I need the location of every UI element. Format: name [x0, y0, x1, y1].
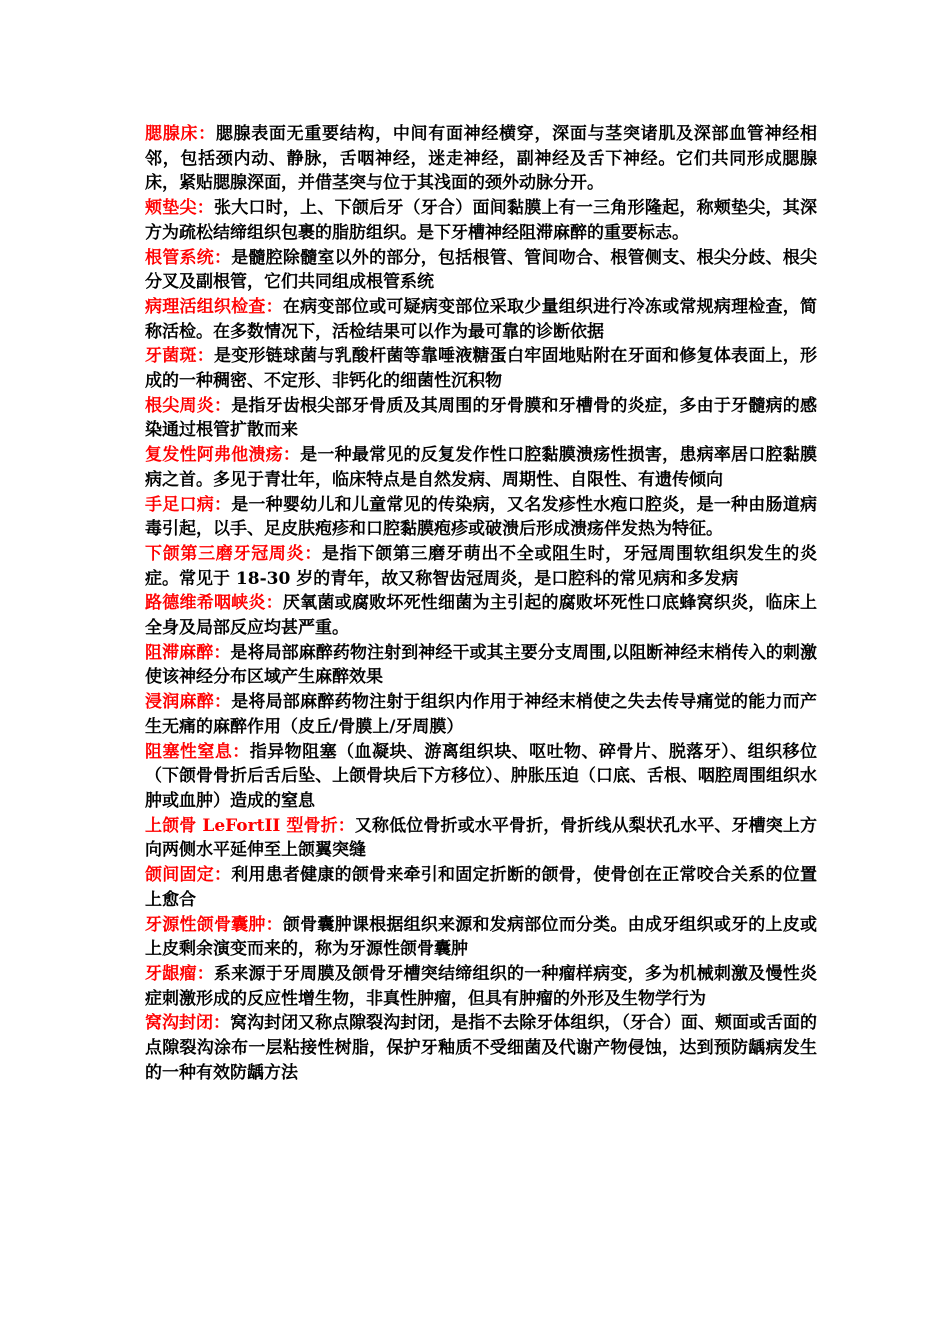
- entry-definition: 腮腺表面无重要结构，中间有面神经横穿，深面与茎突诸肌及深部血管神经相邻，包括颈内动、静脉，舌咽神经，迷走神经，副神经及舌下神经。它们共同形成腮腺床，紧贴腮腺深面，并借茎突与位于其浅面的颈外动脉分开。: [145, 124, 818, 194]
- glossary-entry: [145, 641, 817, 690]
- entry-term: 阻滞麻醉：: [145, 642, 231, 663]
- glossary-entry: [145, 740, 817, 814]
- entry-term: 浸润麻醉：: [145, 692, 232, 713]
- entry-definition: 窝沟封闭又称点隙裂沟封闭，是指不去除牙体组织，（牙合）面、颊面或舌面的点隙裂沟涂布一层粘接性树脂，保护牙釉质不受细菌及代谢产物侵蚀，达到预防龋病发生的一种有效防龋方法: [145, 1013, 818, 1083]
- entry-term: 颊垫尖：: [145, 198, 214, 219]
- glossary-entry: [145, 962, 817, 1011]
- glossary-entry: [145, 814, 817, 863]
- entry-definition: 指异物阻塞（血凝块、游离组织块、呕吐物、碎骨片、脱落牙）、组织移位（下颌骨骨折后舌后坠、上颌骨块后下方移位）、肿胀压迫（口底、舌根、咽腔周围组织水肿或血肿）造成的窒息: [145, 741, 818, 811]
- entry-definition: 利用患者健康的颌骨来牵引和固定折断的颌骨，使骨创在正常咬合关系的位置上愈合: [145, 865, 818, 910]
- entry-definition: 颌骨囊肿课根据组织来源和发病部位而分类。由成牙组织或牙的上皮或上皮剩余演变而来的，称为牙源性颌骨囊肿: [145, 914, 818, 960]
- entry-definition: 张大口时，上、下颌后牙（牙合）面间黏膜上有一三角形隆起，称颊垫尖，其深方为疏松结缔组织包裹的脂肪组织。是下牙槽神经阻滞麻醉的重要标志。: [145, 198, 818, 243]
- entry-term: 牙菌斑：: [145, 346, 214, 367]
- entry-term: 窝沟封闭：: [145, 1013, 231, 1034]
- glossary-entry: [145, 295, 817, 344]
- glossary-entry: [145, 394, 817, 443]
- glossary-entry: [145, 1011, 817, 1085]
- glossary-entry: [145, 542, 817, 591]
- entry-term: 根管系统：: [145, 247, 232, 268]
- entry-definition: 是髓腔除髓室以外的部分，包括根管、管间吻合、根管侧支、根尖分歧、根尖分叉及副根管，它们共同组成根管系统: [145, 247, 818, 293]
- entry-term: 上颌骨 LeFortII 型骨折：: [145, 815, 355, 836]
- entry-definition: 厌氧菌或腐败坏死性细菌为主引起的腐败坏死性口底蜂窝织炎，临床上全身及局部反应均甚严重。: [145, 593, 818, 639]
- glossary-entry: [145, 443, 817, 492]
- entry-term: 下颌第三磨牙冠周炎：: [145, 543, 323, 564]
- glossary-entry: [145, 122, 817, 196]
- entry-term: 颌间固定：: [145, 865, 232, 886]
- entry-term: 腮腺床：: [145, 124, 216, 144]
- entry-definition: 是将局部麻醉药物注射于组织内作用于神经末梢使之失去传导痛觉的能力而产生无痛的麻醉作用（皮丘/骨膜上/牙周膜）: [145, 692, 818, 737]
- entry-definition: 是将局部麻醉药物注射到神经干或其主要分支周围,以阻断神经末梢传入的刺激使该神经分布区域产生麻醉效果: [145, 642, 818, 688]
- entry-definition: 在病变部位或可疑病变部位采取少量组织进行冷冻或常规病理检查，简称活检。在多数情况下，活检结果可以作为最可靠的诊断依据: [145, 296, 818, 342]
- entry-definition: 是指下颌第三磨牙萌出不全或阻生时，牙冠周围软组织发生的炎症。常见于 18-30 岁的青年，故又称智齿冠周炎，是口腔科的常见病和多发病: [145, 543, 818, 589]
- entry-term: 牙源性颌骨囊肿：: [145, 914, 283, 935]
- entry-term: 阻塞性窒息：: [145, 741, 250, 762]
- document-page: [145, 122, 817, 1085]
- glossary-entry: [145, 344, 817, 393]
- entry-definition: 是指牙齿根尖部牙骨质及其周围的牙骨膜和牙槽骨的炎症，多由于牙髓病的感染通过根管扩散而来: [145, 395, 818, 441]
- entry-term: 根尖周炎：: [145, 395, 232, 416]
- entry-term: 病理活组织检查：: [145, 296, 283, 317]
- entry-definition: 系来源于牙周膜及颌骨牙槽突结缔组织的一种瘤样病变，多为机械刺激及慢性炎症刺激形成的反应性增生物，非真性肿瘤，但具有肿瘤的外形及生物学行为: [145, 963, 818, 1009]
- glossary-entry: [145, 863, 817, 912]
- glossary-entry: [145, 493, 817, 542]
- entry-definition: 又称低位骨折或水平骨折，骨折线从梨状孔水平、牙槽突上方向两侧水平延伸至上颌翼突缝: [145, 815, 817, 861]
- entry-definition: 是一种最常见的反复发作性口腔黏膜溃疡性损害，患病率居口腔黏膜病之首。多见于青壮年，临床特点是自然发病、周期性、自限性、有遗传倾向: [145, 445, 818, 490]
- entry-term: 复发性阿弗他溃疡：: [145, 445, 301, 466]
- entry-term: 路德维希咽峡炎：: [145, 593, 283, 614]
- glossary-entry: [145, 196, 817, 245]
- entry-definition: 是一种婴幼儿和儿童常见的传染病，又名发疹性水疱口腔炎，是一种由肠道病毒引起，以手、足皮肤疱疹和口腔黏膜疱疹或破溃后形成溃疡伴发热为特征。: [145, 494, 818, 540]
- entry-term: 手足口病：: [145, 494, 232, 515]
- glossary-entry: [145, 591, 817, 640]
- glossary-entry: [145, 246, 817, 295]
- glossary-entry: [145, 913, 817, 962]
- entry-term: 牙龈瘤：: [145, 963, 214, 984]
- glossary-entry: [145, 690, 817, 739]
- entry-definition: 是变形链球菌与乳酸杆菌等靠唾液糖蛋白牢固地贴附在牙面和修复体表面上，形成的一种稠密、不定形、非钙化的细菌性沉积物: [145, 346, 818, 392]
